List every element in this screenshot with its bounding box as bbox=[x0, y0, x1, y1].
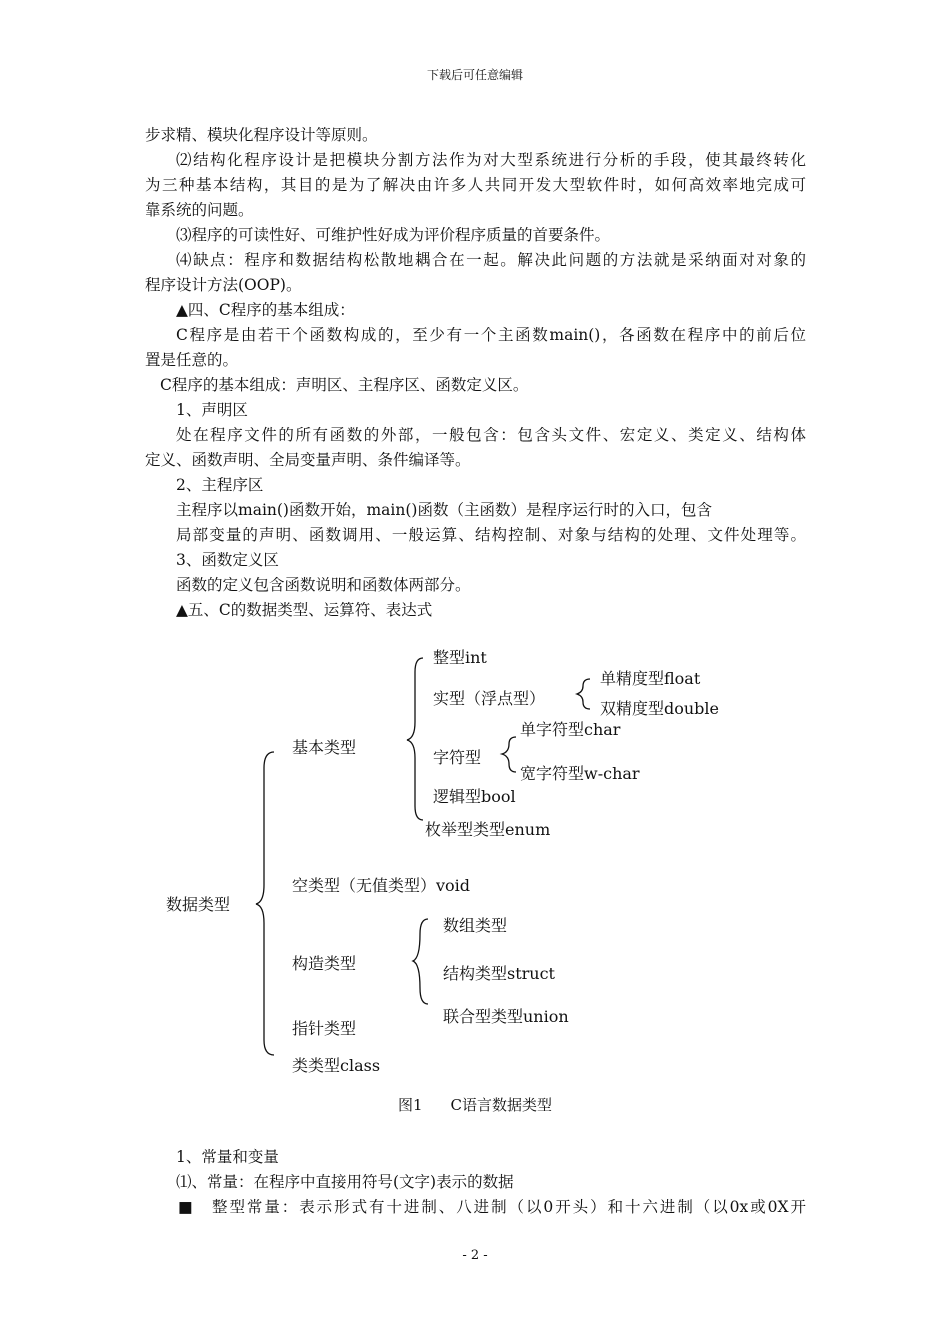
figure-title: C语言数据类型 bbox=[450, 1096, 553, 1114]
node-char: 单字符型char bbox=[520, 720, 621, 739]
paragraph-line: ⑵结构化程序设计是把模块分割方法作为对大型系统进行分析的手段，使其最终转化 bbox=[176, 151, 806, 169]
section-heading: ▲五、C的数据类型、运算符、表达式 bbox=[176, 601, 433, 619]
node-basic-types: 基本类型 bbox=[292, 738, 357, 757]
paragraph-line: C程序的基本组成：声明区、主程序区、函数定义区。 bbox=[160, 376, 529, 394]
node-construct: 构造类型 bbox=[292, 954, 357, 973]
real-brace bbox=[577, 679, 590, 709]
subsection-heading: 3、函数定义区 bbox=[176, 551, 279, 569]
node-bool: 逻辑型bool bbox=[433, 787, 516, 806]
node-data-types: 数据类型 bbox=[166, 895, 231, 914]
node-int: 整型int bbox=[433, 648, 487, 667]
paragraph-line: 为三种基本结构，其目的是为了解决由许多人共同开发大型软件时，如何高效率地完成可 bbox=[145, 176, 806, 194]
paragraph-line: C程序是由若干个函数构成的，至少有一个主函数main()，各函数在程序中的前后位 bbox=[176, 326, 806, 344]
node-wchar: 宽字符型w-char bbox=[520, 764, 640, 783]
figure-caption bbox=[398, 1094, 552, 1115]
subsection-heading: 1、声明区 bbox=[176, 401, 248, 419]
paragraph-line: 靠系统的问题。 bbox=[145, 201, 254, 219]
paragraph-line: 局部变量的声明、函数调用、一般运算、结构控制、对象与结构的处理、文件处理等。 bbox=[176, 526, 806, 544]
subsection-heading: 1、常量和变量 bbox=[176, 1148, 279, 1166]
char-brace bbox=[502, 737, 516, 772]
paragraph-line: 定义、函数声明、全局变量声明、条件编译等。 bbox=[145, 451, 471, 469]
section-heading: ▲四、C程序的基本组成： bbox=[176, 301, 355, 319]
paragraph-line: ⑷缺点：程序和数据结构松散地耦合在一起。解决此问题的方法就是采纳面对对象的 bbox=[176, 251, 806, 269]
subsection-heading: 2、主程序区 bbox=[176, 476, 264, 494]
node-pointer: 指针类型 bbox=[292, 1019, 357, 1038]
paragraph-line: 置是任意的。 bbox=[145, 351, 239, 369]
root-brace bbox=[256, 752, 274, 1055]
node-enum: 枚举型类型enum bbox=[425, 820, 551, 839]
figure-number: 图1 bbox=[398, 1096, 423, 1114]
node-double: 双精度型double bbox=[600, 699, 720, 718]
paragraph-line: ■ 整型常量：表示形式有十进制、八进制（以0开头）和十六进制（以0x或0X开 bbox=[178, 1198, 806, 1216]
paragraph-line: 步求精、模块化程序设计等原则。 bbox=[145, 126, 378, 144]
paragraph-line: 函数的定义包含函数说明和函数体两部分。 bbox=[176, 576, 471, 594]
page-number: - 2 - bbox=[462, 1248, 488, 1263]
node-struct: 结构类型struct bbox=[443, 964, 555, 983]
node-void: 空类型（无值类型）void bbox=[292, 876, 471, 895]
paragraph-line: 主程序以main()函数开始，main()函数（主函数）是程序运行时的入口，包含 bbox=[176, 501, 712, 519]
node-class: 类类型class bbox=[292, 1056, 381, 1075]
node-union: 联合型类型union bbox=[443, 1007, 569, 1026]
node-float: 单精度型float bbox=[600, 669, 701, 688]
construct-brace bbox=[413, 919, 428, 1004]
page-header: 下载后可任意编辑 bbox=[426, 68, 523, 82]
basic-brace bbox=[407, 658, 423, 820]
node-array: 数组类型 bbox=[443, 916, 508, 935]
paragraph-line: 处在程序文件的所有函数的外部，一般包含：包含头文件、宏定义、类定义、结构体 bbox=[176, 426, 806, 444]
node-real: 实型（浮点型） bbox=[433, 689, 546, 708]
paragraph-line: ⑶程序的可读性好、可维护性好成为评价程序质量的首要条件。 bbox=[176, 226, 611, 244]
paragraph-line: 程序设计方法(OOP)。 bbox=[145, 276, 302, 294]
paragraph-line: ⑴、常量：在程序中直接用符号(文字)表示的数据 bbox=[176, 1173, 514, 1191]
node-char-type: 字符型 bbox=[433, 748, 482, 767]
